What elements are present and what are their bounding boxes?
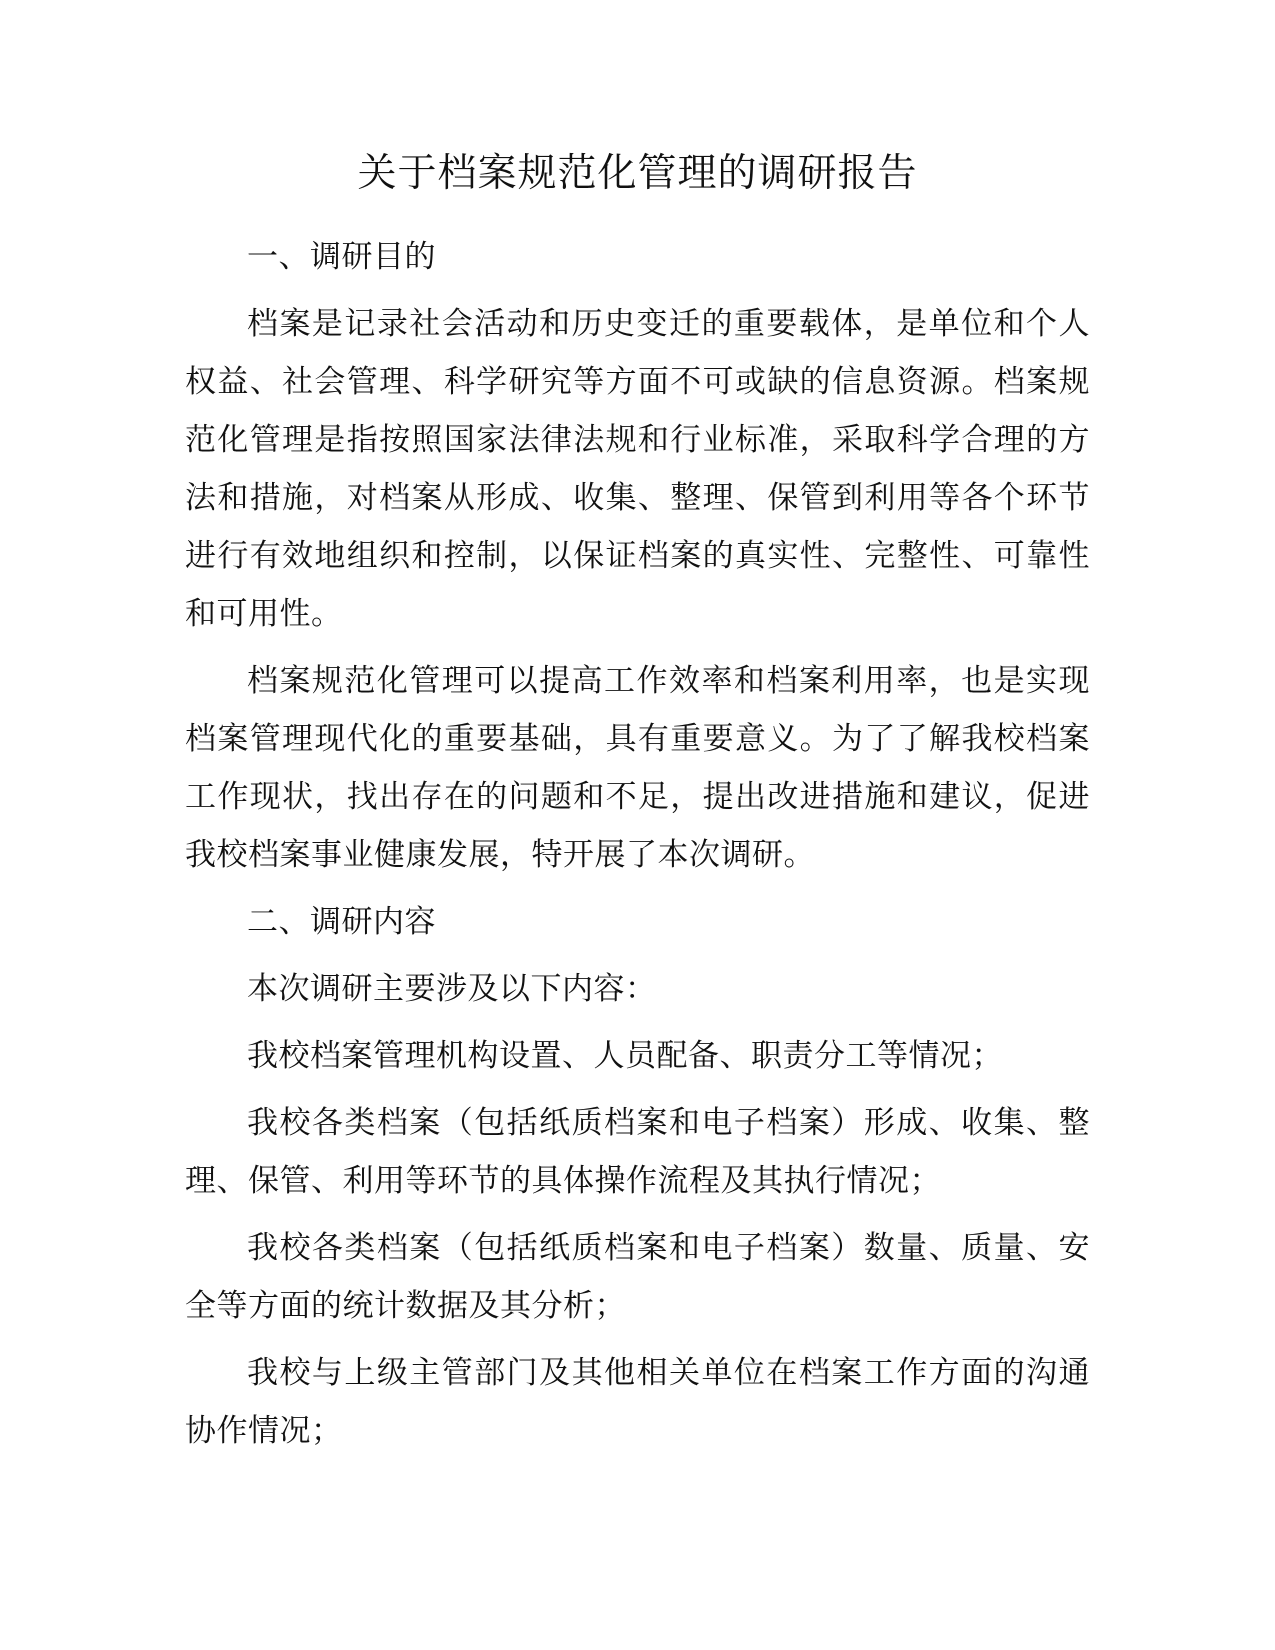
section-heading-content: 二、调研内容 [247,904,436,940]
list-item: 我校各类档案（包括纸质档案和电子档案）形成、收集、整理、保管、利用等环节的具体操作流程及其执行情况； [185,1105,1090,1199]
list-item: 我校与上级主管部门及其他相关单位在档案工作方面的沟通协作情况； [185,1355,1090,1449]
paragraph: 档案是记录社会活动和历史变迁的重要载体，是单位和个人权益、社会管理、科学研究等方面不可或缺的信息资源。档案规范化管理是指按照国家法律法规和行业标准，采取科学合理的方法和措施，对档案从形成、收集、整理、保管到利用等各个环节进行有效地组织和控制，以保证档案的真实性、完整性、可靠性和可用性。 [185,306,1090,632]
paragraph: 档案规范化管理可以提高工作效率和档案利用率，也是实现档案管理现代化的重要基础，具有重要意义。为了了解我校档案工作现状，找出存在的问题和不足，提出改进措施和建议，促进我校档案事业健康发展，特开展了本次调研。 [185,663,1090,873]
section-heading-purpose: 一、调研目的 [247,239,436,275]
document-body [185,228,1090,1469]
list-item: 我校各类档案（包括纸质档案和电子档案）数量、质量、安全等方面的统计数据及其分析； [185,1230,1090,1324]
list-item: 我校档案管理机构设置、人员配备、职责分工等情况； [247,1038,1003,1074]
paragraph: 本次调研主要涉及以下内容： [247,971,657,1007]
document-title: 关于档案规范化管理的调研报告 [357,151,918,196]
